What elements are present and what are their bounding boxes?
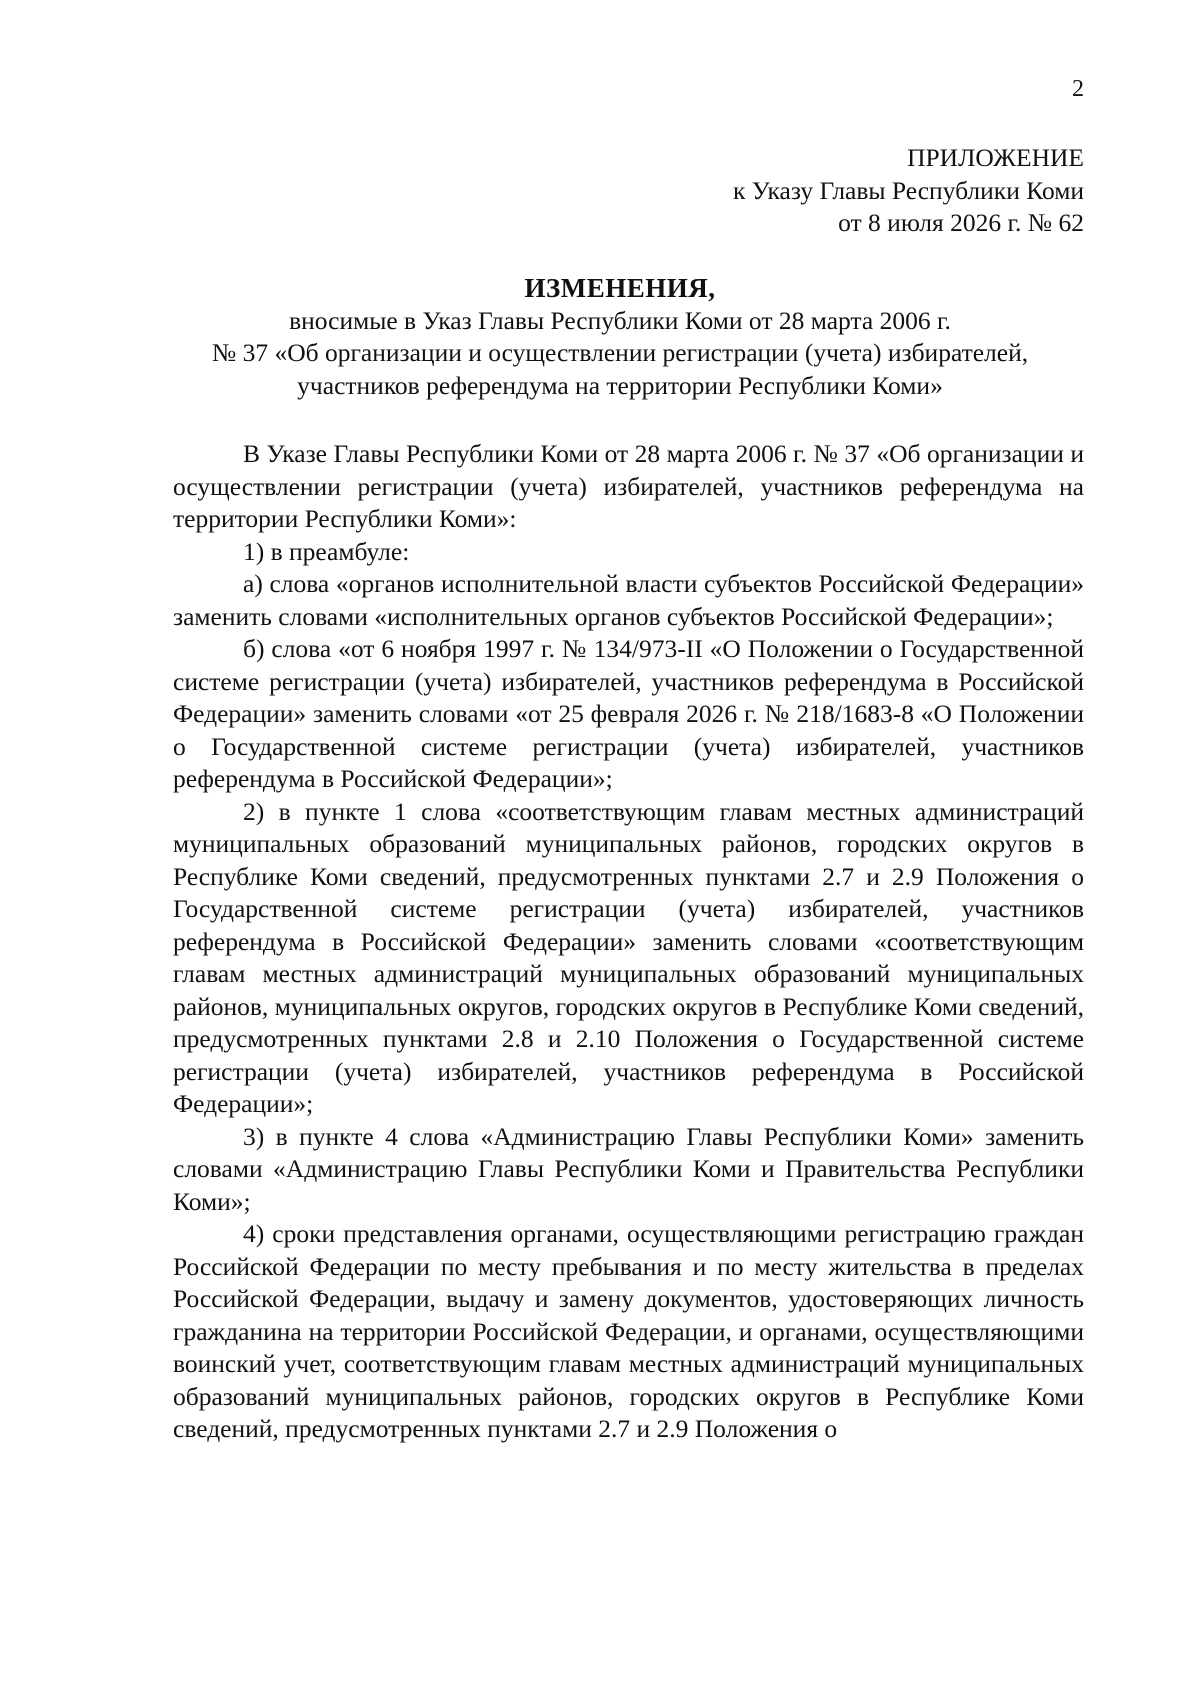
heading-title: ИЗМЕНЕНИЯ, <box>524 273 716 303</box>
paragraph-intro: В Указе Главы Республики Коми от 28 марта 2006 г. № 37 «Об организации и осуществлении регистрации (учета) избирателей, участников референдума на территории Республики Коми»: <box>173 439 1084 533</box>
appendix-title: ПРИЛОЖЕНИЕ <box>907 143 1084 172</box>
appendix-date: от 8 июля 2026 г. № 62 <box>838 208 1084 237</box>
heading-subtitle-line: № 37 «Об организации и осуществлении регистрации (учета) избирателей, <box>211 338 1029 367</box>
appendix-block <box>733 142 1084 240</box>
appendix-reference: к Указу Главы Республики Коми <box>732 175 1084 205</box>
paragraph-item-1b: б) слова «от 6 ноября 1997 г. № 134/973-II «О Положении о Государственной системе регистрации (учета) избирателей, участников референдума в Российской Федерации» заменить словами «от 25 февраля 2026 г. № 218/1683-8 «О Положении о Государственной системе регистрации (учета) избирателей, участников референдума в Российской Федерации»; <box>173 634 1084 793</box>
document-heading <box>160 272 1080 402</box>
paragraph-item-1a: а) слова «органов исполнительной власти субъектов Российской Федерации» заменить словами «исполнительных органов субъектов Российской Федерации»; <box>173 569 1084 631</box>
paragraph-item-4: 4) сроки представления органами, осуществляющими регистрацию граждан Российской Федерации по месту пребывания и по месту жительства в пределах Российской Федерации, выдачу и замену документов, удостоверяющих личность гражданина на территории Российской Федерации, и органами, осуществляющими воинский учет, соответствующим главам местных администраций муниципальных образований муниципальных районов, городских округов в Республике Коми сведений, предусмотренных пунктами 2.7 и 2.9 Положения о <box>173 1219 1084 1443</box>
document-body <box>173 438 1084 1446</box>
page-number: 2 <box>1072 76 1084 102</box>
paragraph-item-2: 2) в пункте 1 слова «соответствующим главам местных администраций муниципальных образований муниципальных районов, городских округов в Республике Коми сведений, предусмотренных пунктами 2.7 и 2.9 Положения о Государственной системе регистрации (учета) избирателей, участников референдума в Российской Федерации» заменить словами «соответствующим главам местных администраций муниципальных образований муниципальных районов, муниципальных округов, городских округов в Республике Коми сведений, предусмотренных пунктами 2.8 и 2.10 Положения о Государственной системе регистрации (учета) избирателей, участников референдума в Российской Федерации»; <box>173 796 1084 1118</box>
heading-subtitle-line: вносимые в Указ Главы Республики Коми от 28 марта 2006 г. <box>289 305 951 335</box>
heading-subtitle-line: участников референдума на территории Республики Коми» <box>297 370 943 400</box>
paragraph-item-1: 1) в преамбуле: <box>243 536 410 566</box>
paragraph-item-3: 3) в пункте 4 слова «Администрацию Главы Республики Коми» заменить словами «Администрацию Главы Республики Коми и Правительства Республики Коми»; <box>173 1121 1084 1216</box>
